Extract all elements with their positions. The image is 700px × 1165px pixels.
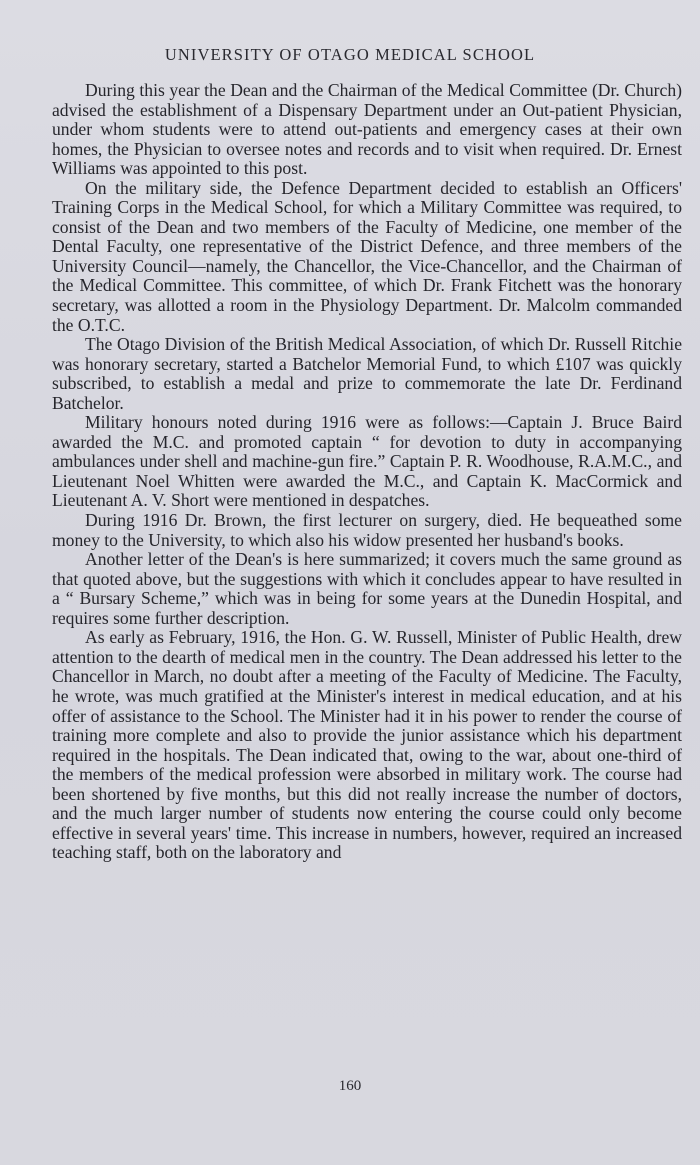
body-text — [52, 81, 682, 863]
paragraph-deans-letter: As early as February, 1916, the Hon. G. W. Russell, Minister of Public Health, drew attention to the dearth of medical men in the country. The Dean addressed his letter to the Chancellor in March, no doubt after a meeting of the Faculty of Medicine. The Faculty, he wrote, was much gratified at the Minister's interest in medical education, and at his offer of assistance to the School. The Minister had it in his power to render the course of training more complete and also to provide the junior assistance which his department required in the hospitals. The Dean indicated that, owing to the war, about one-third of the members of the medical profession were absorbed in military work. The course had been shortened by five months, but this did not really increase the number of doctors, and the much larger number of students now entering the course could only become effective in several years' time. This increase in numbers, however, required an increased teaching staff, both on the laboratory and — [52, 627, 682, 863]
paragraph-dr-brown: During 1916 Dr. Brown, the first lecturer on surgery, died. He bequeathed some money to the University, to which also his widow presented her husband's books. — [52, 510, 682, 550]
paragraph-bursary-scheme: Another letter of the Dean's is here summarized; it covers much the same ground as that quoted above, but the suggestions with which it concludes appear to have resulted in a “ Bursary Scheme,” which was in being for some years at the Dunedin Hospital, and requires some further description. — [52, 549, 682, 628]
page-number: 160 — [338, 1078, 362, 1094]
paragraph-dispensary: During this year the Dean and the Chairman of the Medical Committee (Dr. Church) advised the establishment of a Dispensary Department under an Out-patient Physician, under whom students were to attend out-patients and emergency cases at their own homes, the Physician to oversee notes and records and to visit when required. Dr. Ernest Williams was appointed to this post. — [52, 80, 682, 179]
paragraph-officers-training-corps: On the military side, the Defence Department decided to establish an Officers' Training Corps in the Medical School, for which a Military Committee was required, to consist of the Dean and two members of the Faculty of Medicine, one member of the Dental Faculty, one representative of the District Defence, and three members of the University Council—namely, the Chancellor, the Vice-Chancellor, and the Chairman of the Medical Committee. This committee, of which Dr. Frank Fitchett was the honorary secretary, was allotted a room in the Physiology Department. Dr. Malcolm commanded the O.T.C. — [52, 177, 682, 335]
running-head: UNIVERSITY OF OTAGO MEDICAL SCHOOL — [164, 45, 536, 64]
paragraph-military-honours: Military honours noted during 1916 were as follows:—Captain J. Bruce Baird awarded the M.C. and promoted captain “ for devotion to duty in accompanying ambulances under shell and machine-gun fire.” Captain P. R. Woodhouse, R.A.M.C., and Lieutenant Noel Whitten were awarded the M.C., and Captain K. MacCormick and Lieutenant A. V. Short were mentioned in despatches. — [52, 412, 682, 511]
paragraph-batchelor-memorial: The Otago Division of the British Medical Association, of which Dr. Russell Ritchie was honorary secretary, started a Batchelor Memorial Fund, to which £107 was quickly subscribed, to establish a medal and prize to commemorate the late Dr. Ferdinand Batchelor. — [52, 334, 682, 413]
